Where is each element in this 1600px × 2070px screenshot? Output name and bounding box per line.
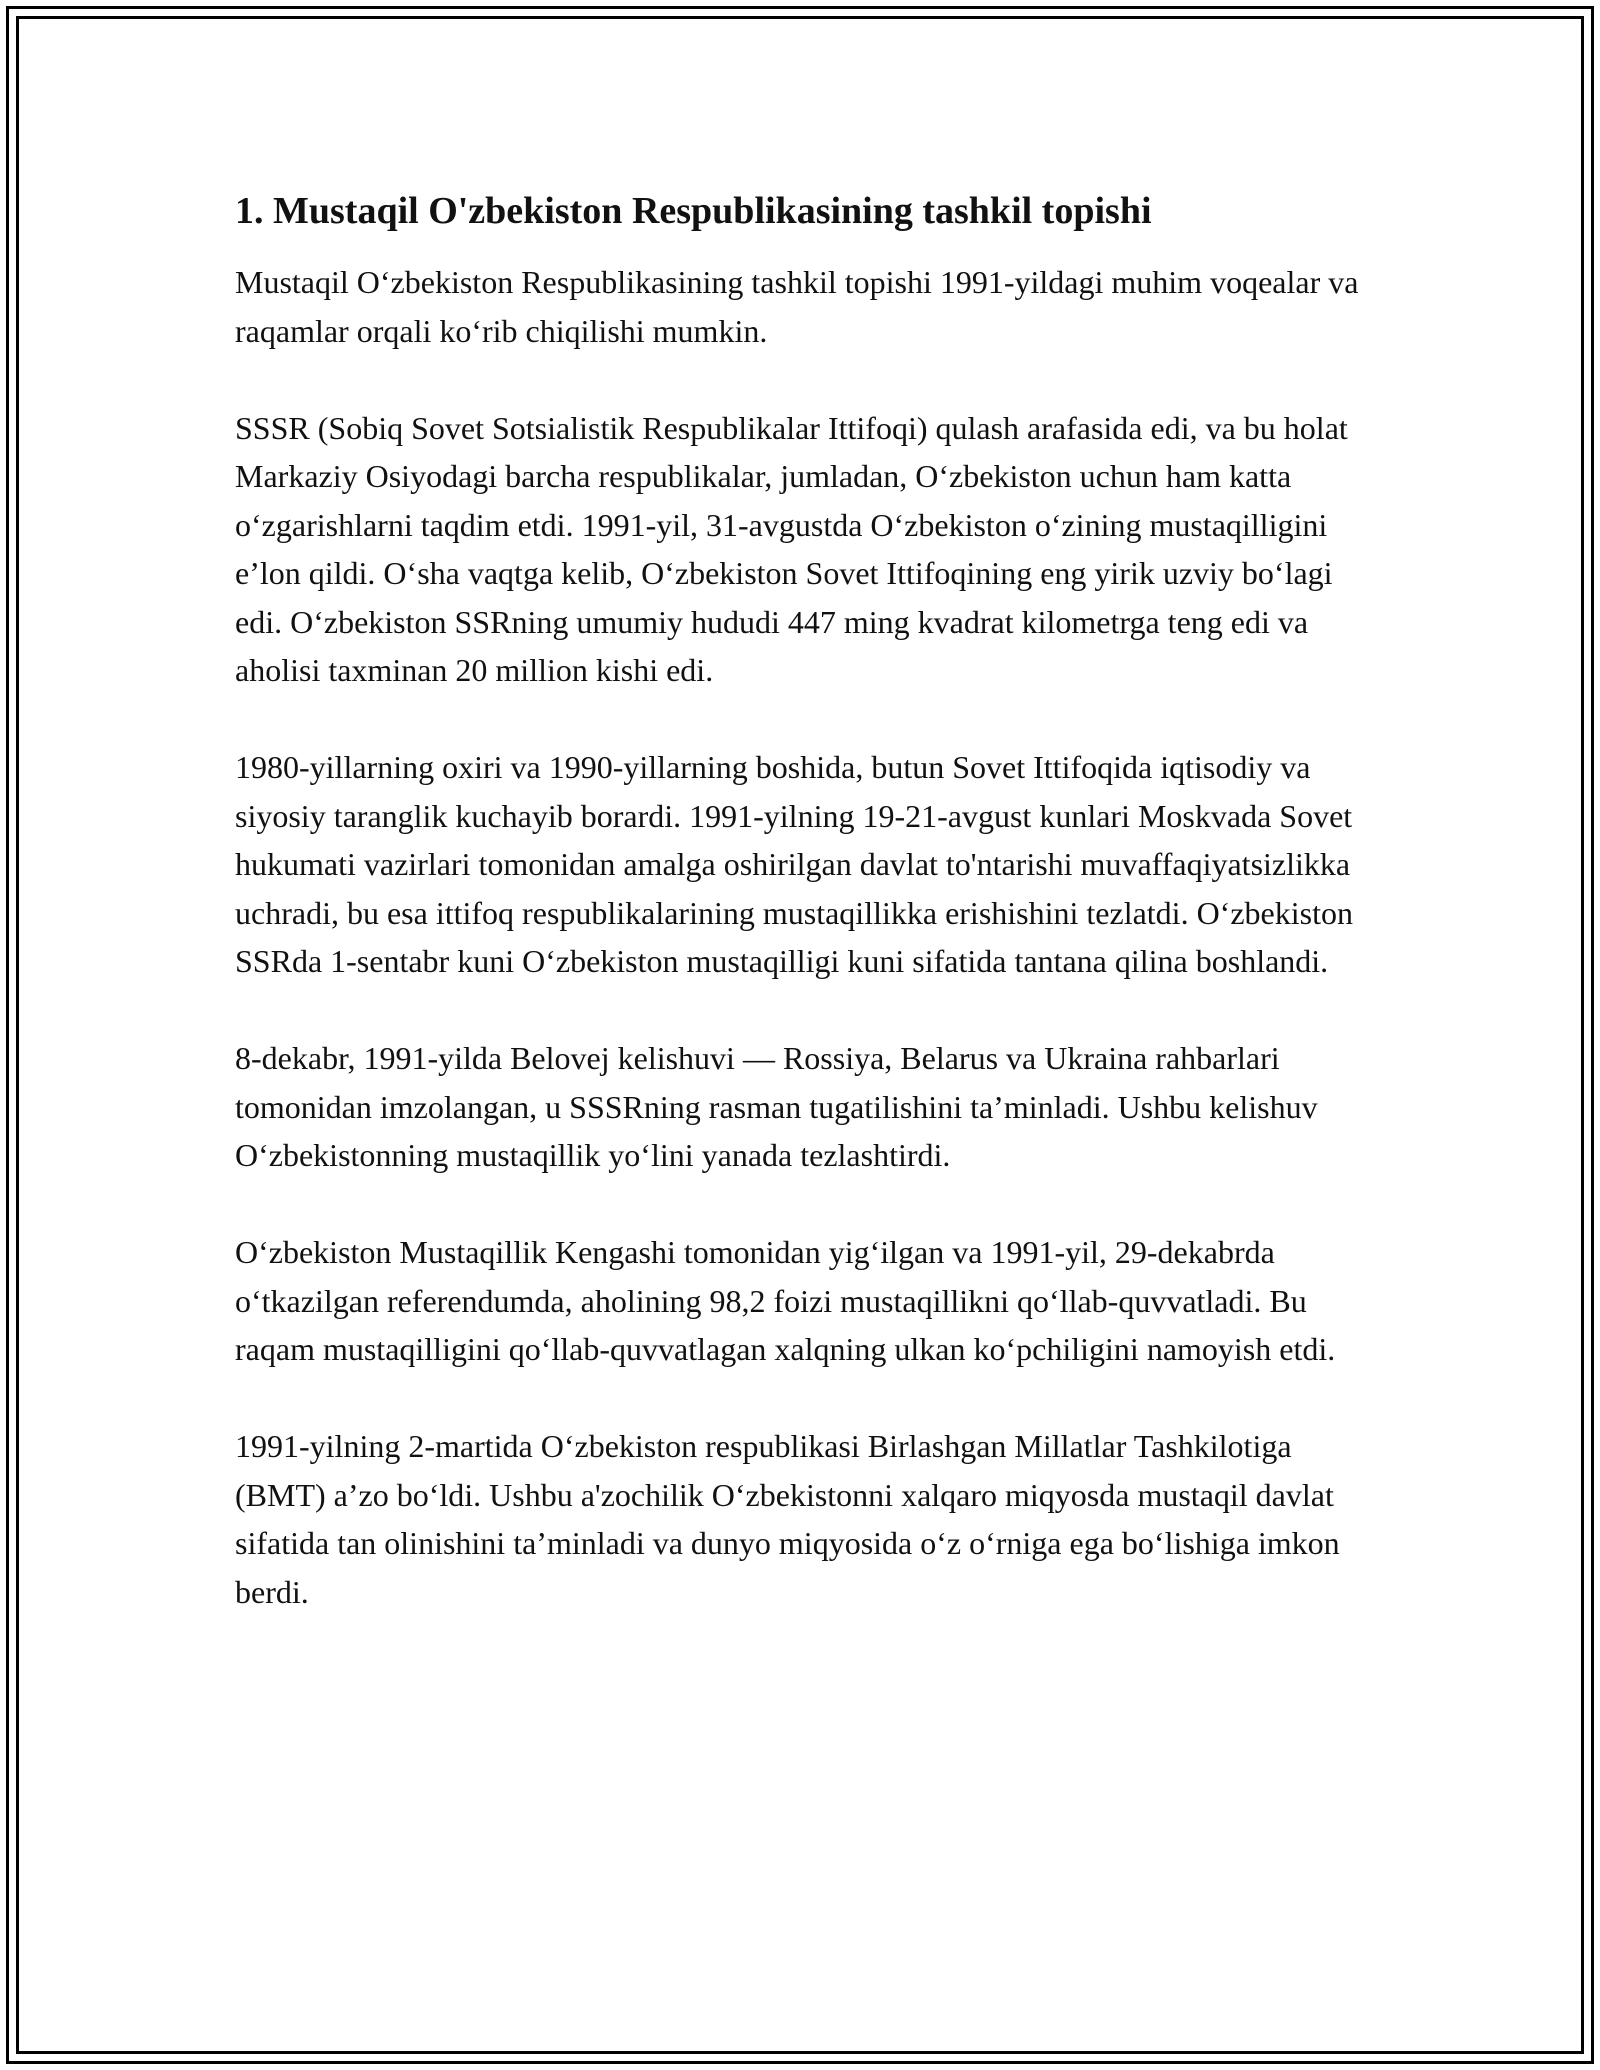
paragraph-coup: 1980-yillarning oxiri va 1990-yillarning boshida, butun Sovet Ittifoqida iqtisodiy va siyosiy taranglik kuchayib borardi. 1991-yilning 19-21-avgust kunlari Moskvada Sovet hukumati vazirlari tomonidan amalga oshirilgan davlat to'ntarishi muvaffaqiyatsizlikka uchradi, bu esa ittifoq respublikalarining mustaqillikka erishishini tezlatdi. O‘zbekiston SSRda 1-sentabr kuni O‘zbekiston mustaqilligi kuni sifatida tantana qilina boshlandi.: [235, 749, 1353, 979]
paragraph-un-membership: 1991-yilning 2-martida O‘zbekiston respublikasi Birlashgan Millatlar Tashkilotiga (BMT) a’zo bo‘ldi. Ushbu a'zochilik O‘zbekistonni xalqaro miqyosda mustaqil davlat sifatida tan olinishini ta’minladi va dunyo miqyosida o‘z o‘rniga ega bo‘lishiga imkon berdi.: [235, 1428, 1340, 1610]
paragraph-ussr-collapse: SSSR (Sobiq Sovet Sotsialistik Respublikalar Ittifoqi) qulash arafasida edi, va bu holat Markaziy Osiyodagi barcha respublikalar, jumladan, O‘zbekiston uchun ham katta o‘zgarishlarni taqdim etdi. 1991-yil, 31-avgustda O‘zbekiston o‘zining mustaqilligini e’lon qildi. O‘sha vaqtga kelib, O‘zbekiston Sovet Ittifoqining eng yirik uzviy bo‘lagi edi. O‘zbekiston SSRning umumiy hududi 447 ming kvadrat kilometrga teng edi va aholisi taxminan 20 million kishi edi.: [235, 409, 1348, 688]
paragraph-intro: Mustaqil O‘zbekiston Respublikasining tashkil topishi 1991-yildagi muhim voqealar va raqamlar orqali ko‘rib chiqilishi mumkin.: [235, 264, 1359, 349]
document-body: [235, 186, 1385, 1665]
page-title: 1. Mustaqil O'zbekiston Respublikasining tashkil topishi: [235, 190, 1152, 232]
paragraph-referendum: O‘zbekiston Mustaqillik Kengashi tomonidan yig‘ilgan va 1991-yil, 29-dekabrda o‘tkazilgan referendumda, aholining 98,2 foizi mustaqillikni qo‘llab-quvvatladi. Bu raqam mustaqilligini qo‘llab-quvvatlagan xalqning ulkan ko‘pchiligini namoyish etdi.: [235, 1234, 1336, 1367]
paragraph-belovezh: 8-dekabr, 1991-yilda Belovej kelishuvi — Rossiya, Belarus va Ukraina rahbarlari tomonidan imzolangan, u SSSRning rasman tugatilishini ta’minladi. Ushbu kelishuv O‘zbekistonning mustaqillik yo‘lini yanada tezlashtirdi.: [235, 1040, 1318, 1173]
